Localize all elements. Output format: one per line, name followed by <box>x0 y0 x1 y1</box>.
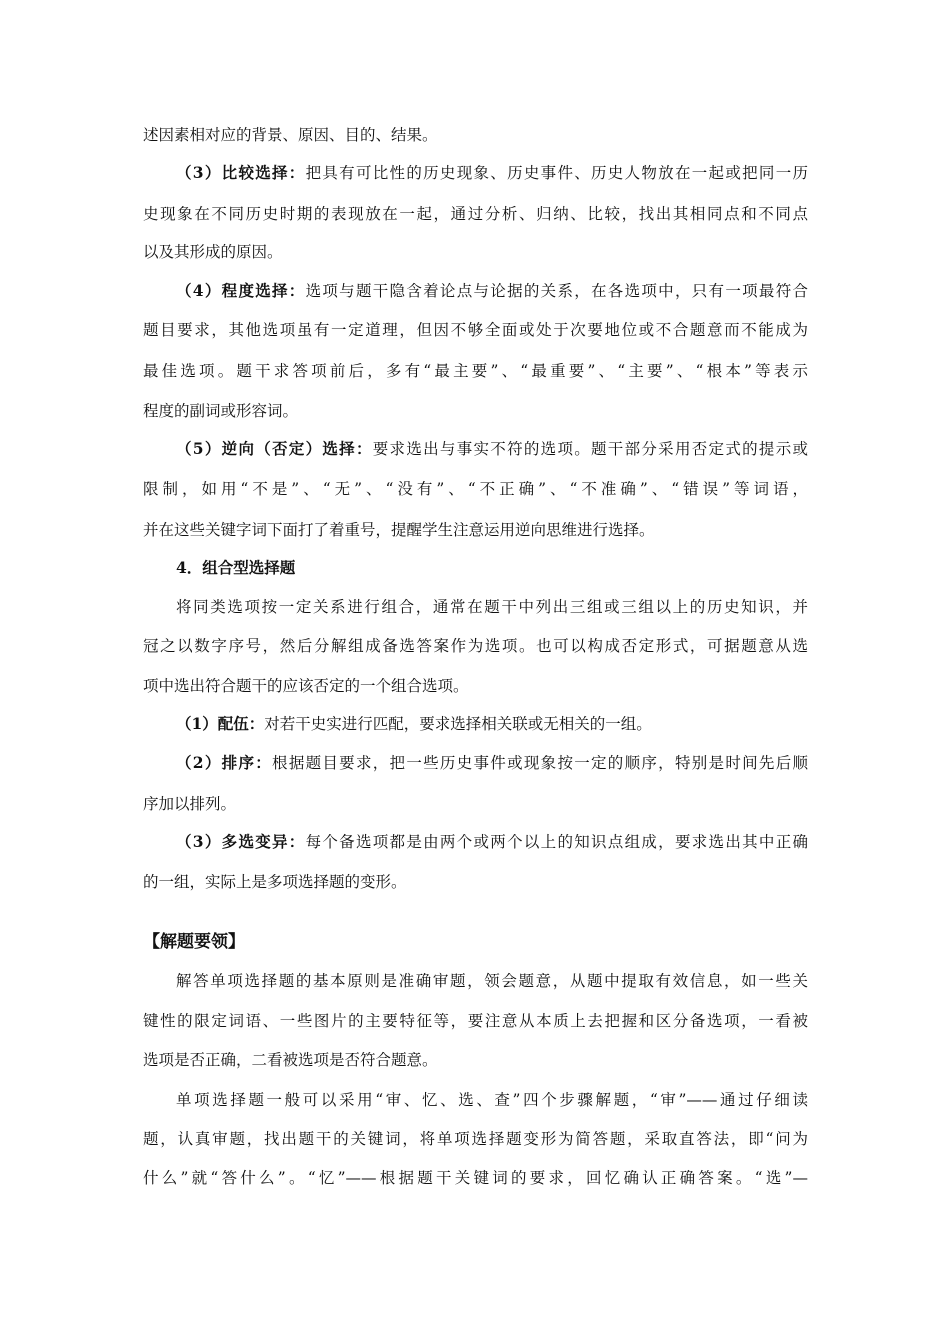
section-heading: 4．组合型选择题 <box>176 558 296 577</box>
paragraph-line: 单项选择题一般可以采用“审、忆、选、查”四个步骤解题，“审”——通过仔细读 <box>176 1091 808 1109</box>
bold-label: （3）比较选择： <box>176 163 306 182</box>
paragraph-line: 解答单项选择题的基本原则是准确审题，领会题意，从题中提取有效信息，如一些关 <box>176 972 808 990</box>
paragraph-line: （1）配伍：对若干史实进行匹配，要求选择相关联或无相关的一组。 <box>176 714 652 733</box>
section-title: 【解题要领】 <box>143 932 245 952</box>
paragraph-line: 并在这些关键字词下面打了着重号，提醒学生注意运用逆向思维进行选择。 <box>143 521 655 539</box>
bold-label: （2）排序： <box>176 753 273 772</box>
paragraph-line: 述因素相对应的背景、原因、目的、结果。 <box>143 126 438 144</box>
paragraph-line: （5）逆向（否定）选择：要求选出与事实不符的选项。题干部分采用否定式的提示或 <box>176 439 808 458</box>
paragraph-line: 题，认真审题，找出题干的关键词，将单项选择题变形为简答题，采取直答法，即“问为 <box>143 1130 808 1148</box>
paragraph-line: 冠之以数字序号，然后分解组成备选答案作为选项。也可以构成否定形式，可据题意从选 <box>143 637 808 655</box>
bold-label: （4）程度选择： <box>176 281 306 300</box>
paragraph-line: 项中选出符合题干的应该否定的一个组合选项。 <box>143 677 469 695</box>
paragraph-line: 史现象在不同历史时期的表现放在一起，通过分析、归纳、比较，找出其相同点和不同点 <box>143 205 808 223</box>
paragraph-line: （2）排序：根据题目要求，把一些历史事件或现象按一定的顺序，特别是时间先后顺 <box>176 753 808 772</box>
bold-label: （3）多选变异： <box>176 832 306 851</box>
paragraph-line: 程度的副词或形容词。 <box>143 402 299 420</box>
paragraph-line: 题目要求，其他选项虽有一定道理，但因不够全面或处于次要地位或不合题意而不能成为 <box>143 321 808 339</box>
paragraph-line: 将同类选项按一定关系进行组合，通常在题干中列出三组或三组以上的历史知识，并 <box>176 598 808 616</box>
paragraph-line: 最佳选项。题干求答项前后，多有“最主要”、“最重要”、“主要”、“根本”等表示 <box>143 362 808 380</box>
paragraph-line: 限制，如用“不是”、“无”、“没有”、“不正确”、“不准确”、“错误”等词语， <box>143 480 808 498</box>
paragraph-line: 键性的限定词语、一些图片的主要特征等，要注意从本质上去把握和区分备选项，一看被 <box>143 1012 808 1030</box>
paragraph-line: 的一组，实际上是多项选择题的变形。 <box>143 873 407 891</box>
paragraph-line: 什么”就“答什么”。“忆”——根据题干关键词的要求，回忆确认正确答案。“选”— <box>143 1169 808 1187</box>
bold-label: （1）配伍： <box>176 714 265 733</box>
paragraph-line: （4）程度选择：选项与题干隐含着论点与论据的关系，在各选项中，只有一项最符合 <box>176 281 808 300</box>
paragraph-line: 选项是否正确，二看被选项是否符合题意。 <box>143 1051 438 1069</box>
paragraph-line: （3）多选变异：每个备选项都是由两个或两个以上的知识点组成，要求选出其中正确 <box>176 832 808 851</box>
paragraph-line: （3）比较选择：把具有可比性的历史现象、历史事件、历史人物放在一起或把同一历 <box>176 163 808 182</box>
bold-label: （5）逆向（否定）选择： <box>176 439 373 458</box>
paragraph-line: 以及其形成的原因。 <box>143 243 283 261</box>
paragraph-line: 序加以排列。 <box>143 795 237 813</box>
